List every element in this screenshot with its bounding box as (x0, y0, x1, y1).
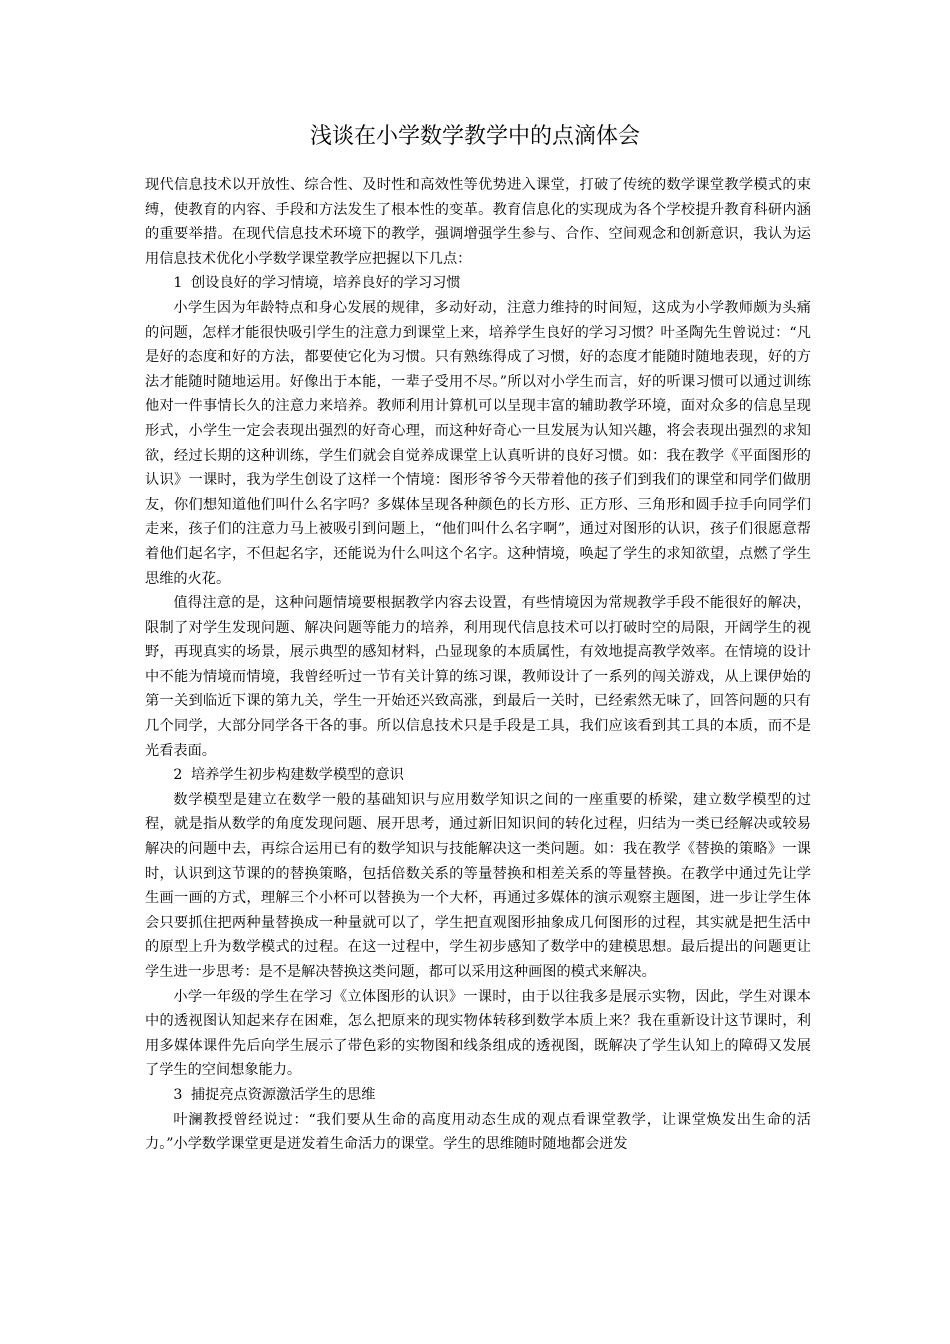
section-2-paragraph-2: 小学一年级的学生在学习《立体图形的认识》一课时，由于以往我多是展示实物，因此，学生对课本中的透视图认知起来存在困难，怎么把原来的现实物体转移到数学本质上来？我在重新设计这节课时，利用多媒体课件先后向学生展示了带色彩的实物图和线条组成的透视图，既解决了学生认知上的障碍又发展了学生的空间想象能力。 (145, 988, 811, 1079)
section-2-heading (145, 763, 811, 788)
section-3-paragraph-1: 叶澜教授曾经说过：“我们要从生命的高度用动态生成的观点看课堂教学，让课堂焕发出生命的活力。”小学数学课堂更是迸发着生命活力的课堂。学生的思维随时随地都会迸发 (145, 1111, 811, 1153)
section-1-heading (145, 271, 811, 296)
section-3-heading (145, 1083, 811, 1108)
section-1-paragraph-1: 小学生因为年龄特点和身心发展的规律，多动好动，注意力维持的时间短，这成为小学教师颇为头痛的问题，怎样才能很快吸引学生的注意力到课堂上来，培养学生良好的学习习惯？叶圣陶先生曾说过：“凡是好的态度和好的方法，都要使它化为习惯。只有熟练得成了习惯，好的态度才能随时随地表现，好的方法才能随时随地运用。好像出于本能，一辈子受用不尽。”所以对小学生而言，好的听课习惯可以通过训练他对一件事情长久的注意力来培养。教师利用计算机可以呈现丰富的辅助教学环境，面对众多的信息呈现形式，小学生一定会表现出强烈的好奇心理，而这种好奇心一旦发展为认知兴趣，将会表现出强烈的求知欲，经过长期的这种训练，学生们就会自觉养成课堂上认真听讲的良好习惯。如：我在教学《平面图形的认识》一课时，我为学生创设了这样一个情境：图形爷爷今天带着他的孩子们到我们的课堂和同学们做朋友，你们想知道他们叫什么名字吗？多媒体呈现各种颜色的长方形、正方形、三角形和圆手拉手向同学们走来，孩子们的注意力马上被吸引到问题上，“他们叫什么名字啊”，通过对图形的认识，孩子们很愿意帮着他们起名字，不但起名字，还能说为什么叫这个名字。这种情境，唤起了学生的求知欲望，点燃了学生思维的火花。 (145, 299, 811, 587)
section-1-number: 1 (173, 275, 183, 292)
document-body (145, 173, 811, 1157)
section-1-paragraph-2: 值得注意的是，这种问题情境要根据教学内容去设置，有些情境因为常规教学手段不能很好的解决，限制了对学生发现问题、解决问题等能力的培养，利用现代信息技术可以打破时空的局限，开阔学生的视野，再现真实的场景，展示典型的感知材料，凸显现象的本质属性，有效地提高教学效率。在情境的设计中不能为情境而情境，我曾经听过一节有关计算的练习课，教师设计了一系列的闯关游戏，从上课伊始的第一关到临近下课的第九关，学生一开始还兴致高涨，到最后一关时，已经索然无味了，回答问题的只有几个同学，大部分同学各干各的事。所以信息技术只是手段是工具，我们应该看到其工具的本质，而不是光看表面。 (145, 595, 811, 759)
section-3-number: 3 (173, 1086, 183, 1103)
section-2-paragraph-1: 数学模型是建立在数学一般的基础知识与应用数学知识之间的一座重要的桥梁，建立数学模型的过程，就是指从数学的角度发现问题、展开思考，通过新旧知识间的转化过程，归结为一类已经解决或较易解决的问题中去，再综合运用已有的数学知识与技能解决这一类问题。如：我在教学《替换的策略》一课时，认识到这节课的的替换策略，包括倍数关系的等量替换和相差关系的等量替换。在教学中通过先让学生画一画的方式，理解三个小杯可以替换为一个大杯，再通过多媒体的演示观察主题图，进一步让学生体会只要抓住把两种量替换成一种量就可以了，学生把直观图形抽象成几何图形的过程，其实就是把生活中的原型上升为数学模式的过程。在这一过程中，学生初步感知了数学中的建模思想。最后提出的问题更让学生进一步思考：是不是解决替换这类问题，都可以采用这种画图的模式来解决。 (145, 791, 811, 980)
intro-paragraph: 现代信息技术以开放性、综合性、及时性和高效性等优势进入课堂，打破了传统的数学课堂教学模式的束缚，使教育的内容、手段和方法发生了根本性的变革。教育信息化的实现成为各个学校提升教育科研内涵的重要举措。在现代信息技术环境下的教学，强调增强学生参与、合作、空间观念和创新意识，我认为运用信息技术优化小学数学课堂教学应把握以下几点： (145, 177, 811, 267)
document-title: 浅谈在小学数学教学中的点滴体会 (309, 124, 640, 149)
section-2-number: 2 (173, 767, 183, 784)
section-1-title: 创设良好的学习情境，培养良好的学习习惯 (190, 275, 461, 292)
section-3-title: 捕捉亮点资源激活学生的思维 (190, 1086, 376, 1103)
section-2-title: 培养学生初步构建数学模型的意识 (190, 767, 404, 784)
